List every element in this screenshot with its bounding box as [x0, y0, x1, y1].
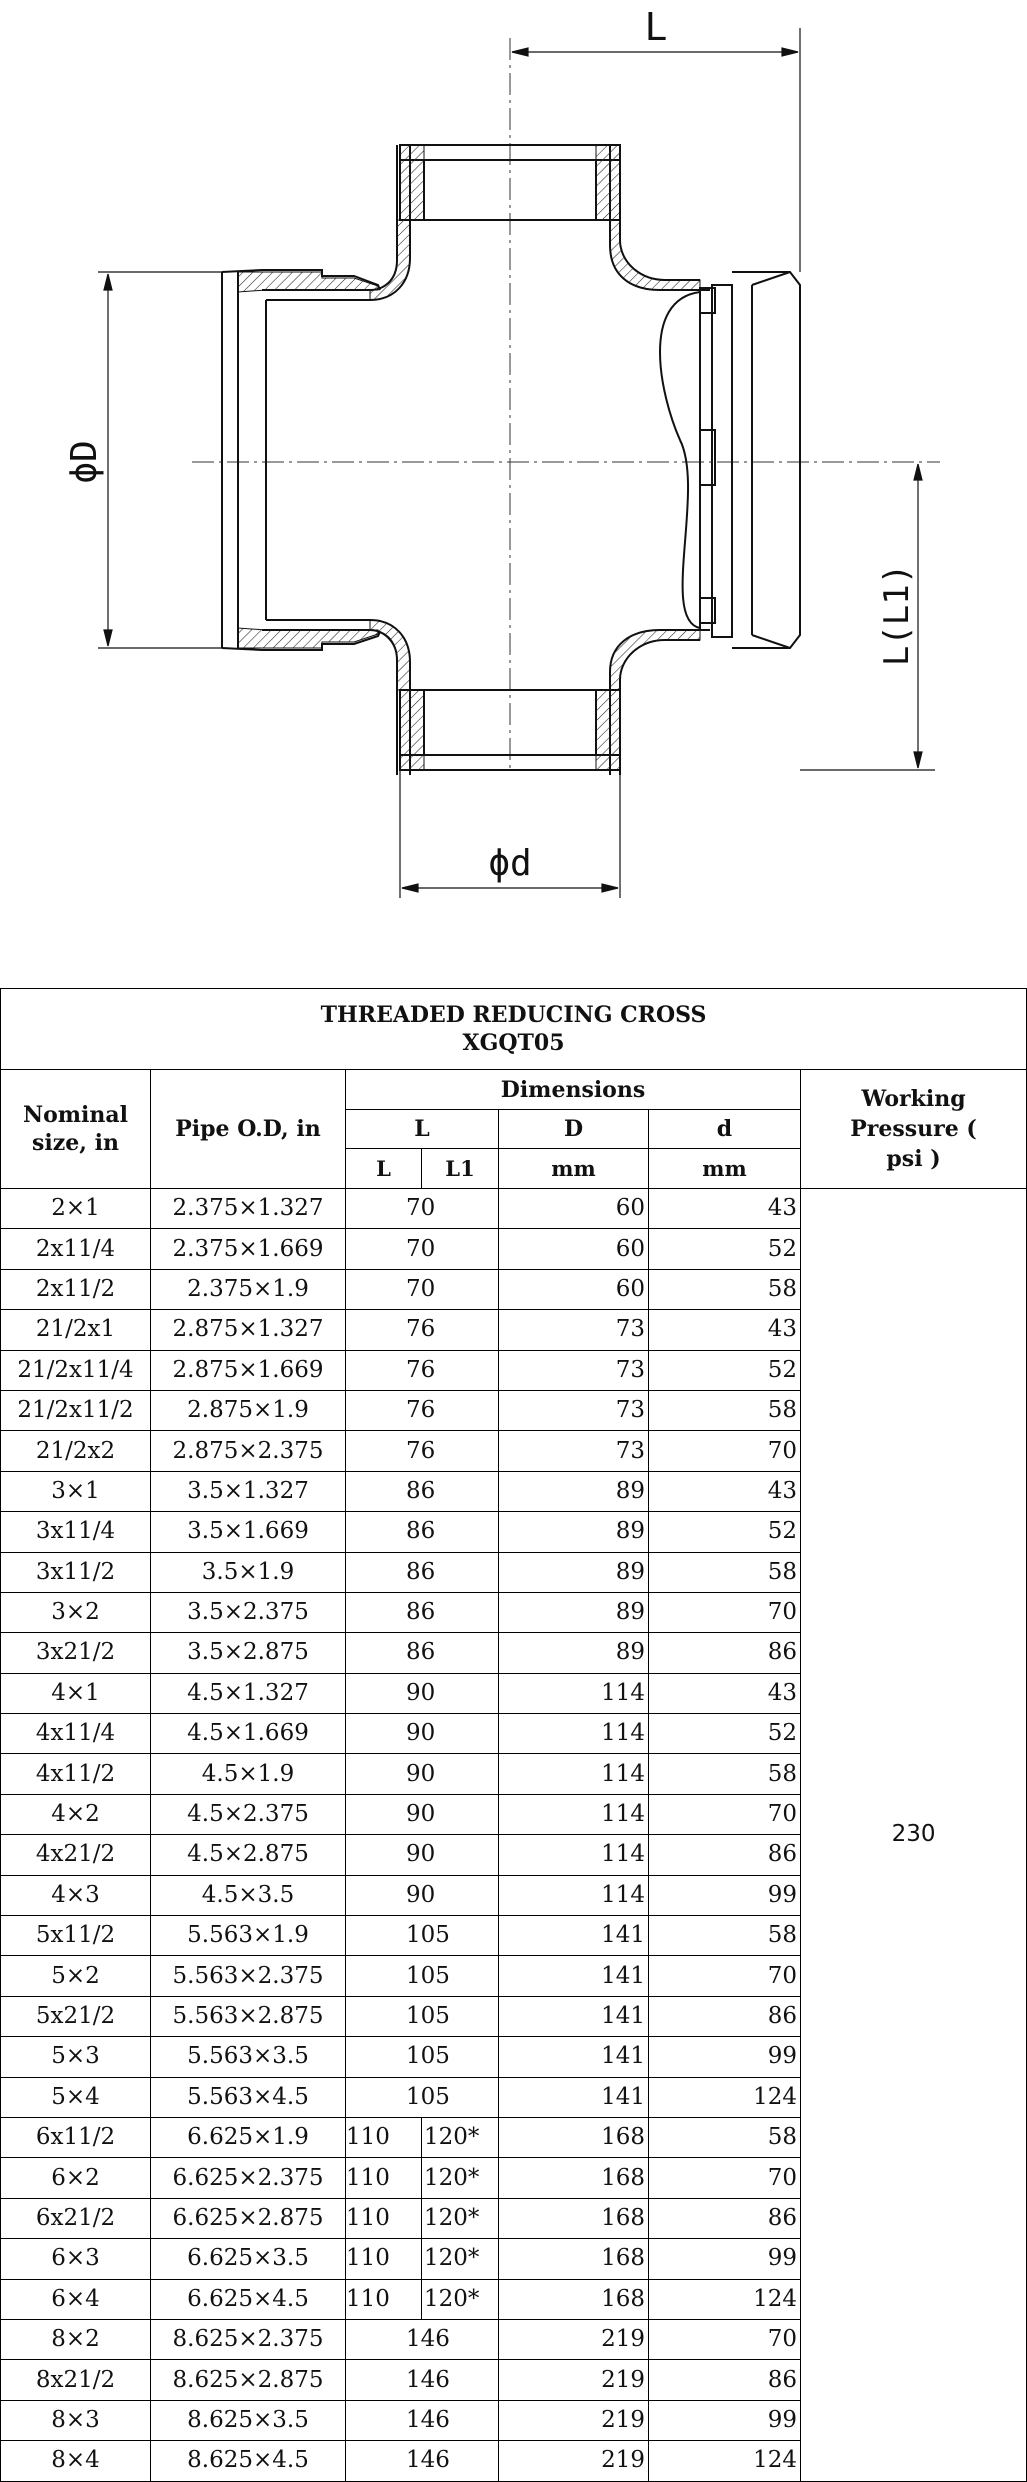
cell-D: 141 — [499, 1956, 649, 1996]
cell-d: 70 — [649, 1431, 801, 1471]
cell-L: 146 — [346, 2441, 499, 2481]
cell-L: 105 — [346, 1956, 499, 1996]
cell-L: 90 — [346, 1875, 499, 1915]
cell-D: 114 — [499, 1835, 649, 1875]
cell-nominal-size: 8×4 — [1, 2441, 151, 2481]
cell-L: 76 — [346, 1431, 499, 1471]
cell-D: 141 — [499, 1996, 649, 2036]
wall-hatching — [238, 145, 700, 770]
cell-pipe-od: 6.625×2.375 — [151, 2158, 346, 2198]
cell-nominal-size: 3x21/2 — [1, 1633, 151, 1673]
cell-D: 168 — [499, 2279, 649, 2319]
cell-d: 86 — [649, 1996, 801, 2036]
cell-D: 114 — [499, 1673, 649, 1713]
cell-L1: 120* — [422, 2158, 499, 2198]
header-pipe-od: Pipe O.D, in — [151, 1070, 346, 1189]
branch-diameter-label: ϕd — [488, 843, 532, 884]
fitting-body — [222, 145, 800, 775]
cell-nominal-size: 21/2x11/2 — [1, 1390, 151, 1430]
cell-pipe-od: 4.5×1.327 — [151, 1673, 346, 1713]
cell-nominal-size: 8×3 — [1, 2400, 151, 2440]
cell-pipe-od: 2.375×1.9 — [151, 1269, 346, 1309]
outer-diameter-label: ϕD — [64, 440, 105, 484]
cell-D: 114 — [499, 1875, 649, 1915]
header-d: d — [649, 1110, 801, 1149]
cell-L: 76 — [346, 1390, 499, 1430]
dimension-lines — [98, 28, 935, 898]
cell-d: 99 — [649, 2037, 801, 2077]
table-model: XGQT05 — [462, 1030, 565, 1056]
cell-D: 141 — [499, 2037, 649, 2077]
cell-nominal-size: 5×2 — [1, 1956, 151, 1996]
cell-pipe-od: 2.875×2.375 — [151, 1431, 346, 1471]
cell-nominal-size: 2x11/2 — [1, 1269, 151, 1309]
cell-pipe-od: 6.625×3.5 — [151, 2239, 346, 2279]
cell-pipe-od: 2.375×1.327 — [151, 1189, 346, 1229]
cell-L: 105 — [346, 2077, 499, 2117]
cell-pipe-od: 8.625×4.5 — [151, 2441, 346, 2481]
cell-nominal-size: 6×4 — [1, 2279, 151, 2319]
cell-d: 43 — [649, 1673, 801, 1713]
header-L-group: L — [346, 1110, 499, 1149]
cell-D: 114 — [499, 1754, 649, 1794]
cell-L1: 120* — [422, 2279, 499, 2319]
header-d-unit: mm — [649, 1149, 801, 1189]
cell-nominal-size: 6x21/2 — [1, 2198, 151, 2238]
cell-pipe-od: 5.563×2.875 — [151, 1996, 346, 2036]
cell-pipe-od: 4.5×1.9 — [151, 1754, 346, 1794]
cell-D: 168 — [499, 2198, 649, 2238]
cell-L: 70 — [346, 1269, 499, 1309]
cell-L: 105 — [346, 2037, 499, 2077]
cell-pipe-od: 8.625×2.375 — [151, 2319, 346, 2359]
cell-D: 73 — [499, 1390, 649, 1430]
cell-L: 110 — [346, 2158, 422, 2198]
cell-nominal-size: 4x21/2 — [1, 1835, 151, 1875]
cell-L: 76 — [346, 1350, 499, 1390]
cell-d: 43 — [649, 1471, 801, 1511]
cell-pipe-od: 4.5×3.5 — [151, 1875, 346, 1915]
cell-pipe-od: 3.5×1.9 — [151, 1552, 346, 1592]
cell-D: 73 — [499, 1431, 649, 1471]
cell-D: 114 — [499, 1794, 649, 1834]
cell-L: 90 — [346, 1673, 499, 1713]
table-title: THREADED REDUCING CROSS — [320, 1002, 707, 1028]
cell-L1: 120* — [422, 2117, 499, 2157]
header-D: D — [499, 1110, 649, 1149]
cell-nominal-size: 5x21/2 — [1, 1996, 151, 2036]
cell-L: 76 — [346, 1310, 499, 1350]
cell-pipe-od: 3.5×1.327 — [151, 1471, 346, 1511]
cell-pipe-od: 3.5×2.875 — [151, 1633, 346, 1673]
cell-L1: 120* — [422, 2198, 499, 2238]
cell-pipe-od: 3.5×2.375 — [151, 1592, 346, 1632]
cell-nominal-size: 4×3 — [1, 1875, 151, 1915]
cell-L: 146 — [346, 2319, 499, 2359]
cell-d: 99 — [649, 1875, 801, 1915]
cell-D: 114 — [499, 1714, 649, 1754]
cell-nominal-size: 2x11/4 — [1, 1229, 151, 1269]
cell-pipe-od: 2.875×1.669 — [151, 1350, 346, 1390]
cell-pipe-od: 3.5×1.669 — [151, 1512, 346, 1552]
cell-D: 141 — [499, 1916, 649, 1956]
cell-pipe-od: 6.625×4.5 — [151, 2279, 346, 2319]
cell-nominal-size: 21/2x2 — [1, 1431, 151, 1471]
branch-length-label: L(L1) — [877, 563, 917, 667]
cell-pipe-od: 8.625×3.5 — [151, 2400, 346, 2440]
cell-D: 141 — [499, 2077, 649, 2117]
spec-table — [0, 988, 1027, 2482]
cell-d: 43 — [649, 1310, 801, 1350]
center-lines — [192, 38, 940, 770]
length-label: L — [644, 5, 668, 49]
table-title-cell — [1, 989, 1027, 1070]
cell-d: 99 — [649, 2239, 801, 2279]
cell-pipe-od: 6.625×1.9 — [151, 2117, 346, 2157]
header-L: L — [346, 1149, 422, 1189]
cell-D: 219 — [499, 2400, 649, 2440]
cell-D: 60 — [499, 1189, 649, 1229]
cell-d: 58 — [649, 1754, 801, 1794]
cell-D: 219 — [499, 2441, 649, 2481]
cell-d: 86 — [649, 1633, 801, 1673]
cell-nominal-size: 3x11/2 — [1, 1552, 151, 1592]
cell-d: 52 — [649, 1350, 801, 1390]
cell-nominal-size: 5×4 — [1, 2077, 151, 2117]
cell-pipe-od: 4.5×1.669 — [151, 1714, 346, 1754]
cell-nominal-size: 5x11/2 — [1, 1916, 151, 1956]
cell-D: 60 — [499, 1269, 649, 1309]
cell-D: 73 — [499, 1350, 649, 1390]
cell-d: 52 — [649, 1714, 801, 1754]
cell-d: 43 — [649, 1189, 801, 1229]
cell-L: 70 — [346, 1189, 499, 1229]
cell-pipe-od: 5.563×2.375 — [151, 1956, 346, 1996]
cell-pipe-od: 4.5×2.875 — [151, 1835, 346, 1875]
cell-nominal-size: 4x11/2 — [1, 1754, 151, 1794]
cell-d: 58 — [649, 2117, 801, 2157]
cell-nominal-size: 8x21/2 — [1, 2360, 151, 2400]
cell-L: 86 — [346, 1552, 499, 1592]
cell-pipe-od: 5.563×3.5 — [151, 2037, 346, 2077]
cell-D: 219 — [499, 2360, 649, 2400]
cell-L: 146 — [346, 2360, 499, 2400]
cell-nominal-size: 8×2 — [1, 2319, 151, 2359]
cell-d: 70 — [649, 1592, 801, 1632]
cell-L: 110 — [346, 2239, 422, 2279]
cell-working-pressure: 230 — [801, 1189, 1027, 2482]
cell-d: 70 — [649, 1956, 801, 1996]
cell-d: 70 — [649, 2319, 801, 2359]
cell-d: 70 — [649, 2158, 801, 2198]
cell-D: 168 — [499, 2239, 649, 2279]
cell-d: 86 — [649, 2198, 801, 2238]
cell-pipe-od: 2.875×1.9 — [151, 1390, 346, 1430]
cell-L1: 120* — [422, 2239, 499, 2279]
cell-d: 58 — [649, 1269, 801, 1309]
cell-L: 110 — [346, 2198, 422, 2238]
cell-d: 86 — [649, 2360, 801, 2400]
cell-d: 124 — [649, 2077, 801, 2117]
cell-nominal-size: 6x11/2 — [1, 2117, 151, 2157]
cell-nominal-size: 6×3 — [1, 2239, 151, 2279]
cell-D: 89 — [499, 1633, 649, 1673]
header-D-unit: mm — [499, 1149, 649, 1189]
header-L1: L1 — [422, 1149, 499, 1189]
cell-pipe-od: 2.375×1.669 — [151, 1229, 346, 1269]
cell-d: 52 — [649, 1512, 801, 1552]
cell-L: 105 — [346, 1996, 499, 2036]
cell-L: 146 — [346, 2400, 499, 2440]
cell-nominal-size: 5×3 — [1, 2037, 151, 2077]
cell-nominal-size: 3×2 — [1, 1592, 151, 1632]
header-working-pressure: Working Pressure ( psi ) — [801, 1070, 1027, 1189]
cell-pipe-od: 5.563×1.9 — [151, 1916, 346, 1956]
cell-nominal-size: 6×2 — [1, 2158, 151, 2198]
cell-nominal-size: 4x11/4 — [1, 1714, 151, 1754]
cell-D: 73 — [499, 1310, 649, 1350]
cell-nominal-size: 4×1 — [1, 1673, 151, 1713]
cell-L: 86 — [346, 1512, 499, 1552]
cell-L: 86 — [346, 1471, 499, 1511]
cell-L: 90 — [346, 1835, 499, 1875]
cell-L: 86 — [346, 1592, 499, 1632]
cell-d: 124 — [649, 2279, 801, 2319]
cell-pipe-od: 5.563×4.5 — [151, 2077, 346, 2117]
cell-D: 168 — [499, 2117, 649, 2157]
cell-L: 86 — [346, 1633, 499, 1673]
cell-D: 60 — [499, 1229, 649, 1269]
cell-d: 52 — [649, 1229, 801, 1269]
cross-fitting-drawing — [0, 0, 1027, 960]
cell-nominal-size: 3x11/4 — [1, 1512, 151, 1552]
cell-L: 110 — [346, 2117, 422, 2157]
header-dimensions: Dimensions — [346, 1070, 801, 1110]
spec-table-body — [1, 1189, 1027, 2482]
cell-d: 58 — [649, 1552, 801, 1592]
cell-nominal-size: 2×1 — [1, 1189, 151, 1229]
cell-nominal-size: 21/2x11/4 — [1, 1350, 151, 1390]
table-row — [1, 1189, 1027, 1229]
cell-nominal-size: 21/2x1 — [1, 1310, 151, 1350]
cell-L: 90 — [346, 1714, 499, 1754]
cell-pipe-od: 4.5×2.375 — [151, 1794, 346, 1834]
cell-D: 219 — [499, 2319, 649, 2359]
cell-nominal-size: 4×2 — [1, 1794, 151, 1834]
cell-d: 99 — [649, 2400, 801, 2440]
cell-D: 89 — [499, 1471, 649, 1511]
cell-pipe-od: 2.875×1.327 — [151, 1310, 346, 1350]
header-nominal-size: Nominal size, in — [1, 1070, 151, 1189]
cell-d: 86 — [649, 1835, 801, 1875]
cell-D: 89 — [499, 1592, 649, 1632]
cell-L: 110 — [346, 2279, 422, 2319]
cell-D: 168 — [499, 2158, 649, 2198]
cell-pipe-od: 6.625×2.875 — [151, 2198, 346, 2238]
cell-nominal-size: 3×1 — [1, 1471, 151, 1511]
cell-L: 70 — [346, 1229, 499, 1269]
cell-L: 90 — [346, 1794, 499, 1834]
cell-L: 90 — [346, 1754, 499, 1794]
cell-d: 58 — [649, 1916, 801, 1956]
cell-d: 124 — [649, 2441, 801, 2481]
cell-L: 105 — [346, 1916, 499, 1956]
cell-D: 89 — [499, 1552, 649, 1592]
cell-d: 58 — [649, 1390, 801, 1430]
cell-d: 70 — [649, 1794, 801, 1834]
cell-pipe-od: 8.625×2.875 — [151, 2360, 346, 2400]
cell-D: 89 — [499, 1512, 649, 1552]
